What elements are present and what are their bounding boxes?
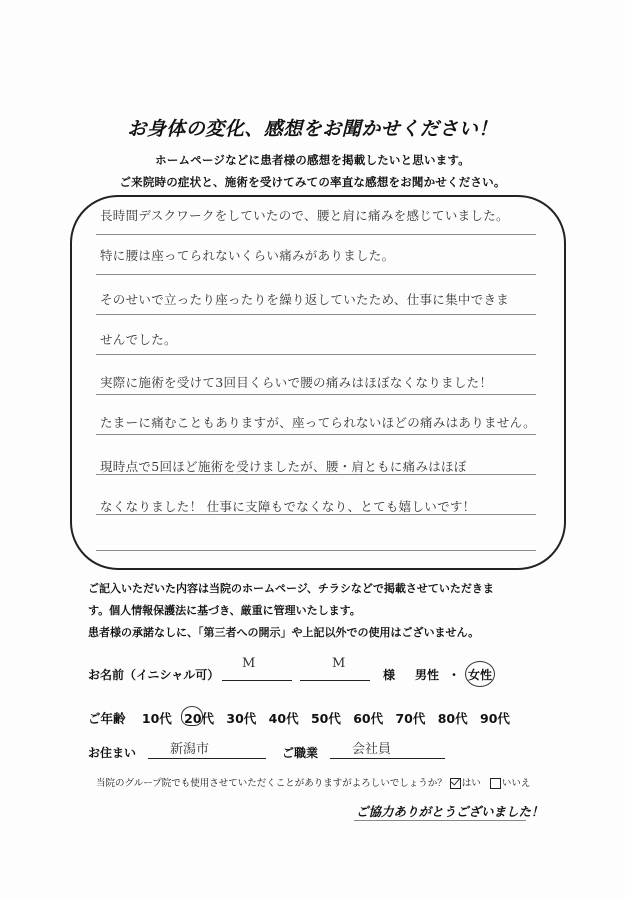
testimonial-line: 現時点で5回ほど施術を受けましたが、腰・肩ともに痛みはほぼ (100, 459, 467, 474)
age-option-10s[interactable]: 10代 (141, 711, 172, 726)
consent-yes-checkbox[interactable] (450, 778, 461, 789)
age-option-60s[interactable]: 60代 (353, 711, 384, 726)
testimonial-line: たまーに痛むこともありますが、座ってられないほどの痛みはありません。 (100, 415, 536, 430)
ruled-line (96, 394, 536, 395)
gender-separator: ・ (448, 668, 461, 682)
intro-line-1: ホームページなどに患者様の感想を掲載したいと思います。 (155, 153, 470, 167)
testimonial-line: 特に腰は座ってられないくらい痛みがありました。 (100, 248, 395, 263)
age-option-30s[interactable]: 30代 (226, 711, 257, 726)
age-option-80s[interactable]: 80代 (437, 711, 468, 726)
age-option-40s[interactable]: 40代 (268, 711, 299, 726)
testimonial-line: そのせいで立ったり座ったりを繰り返していたため、仕事に集中できま (100, 292, 510, 307)
testimonial-line: なくなりました！ 仕事に支障もでなくなり、とても嬉しいです！ (100, 499, 476, 514)
gender-male-option[interactable]: 男性 (415, 668, 440, 682)
thanks-underline (354, 820, 526, 821)
name-initial-last[interactable]: M (332, 656, 346, 671)
gender-selection-circle (465, 661, 495, 687)
age-option-90s[interactable]: 90代 (480, 711, 510, 726)
occupation-underline (330, 758, 445, 759)
notice-line-1: ご記入いただいた内容は当院のホームページ、チラシなどで掲載させていただきま (88, 582, 494, 595)
consent-row (96, 775, 530, 789)
age-option-20s[interactable]: 20代 (184, 711, 215, 726)
intro-line-2: ご来院時の症状と、施術を受けてみての率直な感想をお聞かせください。 (119, 175, 506, 189)
sama-label: 様 (383, 668, 396, 682)
ruled-line (96, 314, 536, 315)
occupation-value[interactable]: 会社員 (352, 742, 392, 757)
age-selection-mark (181, 706, 203, 726)
testimonial-line: 長時間デスクワークをしていたので、腰と肩に痛みを感じていました。 (100, 208, 509, 223)
residence-label: お住まい (88, 746, 137, 760)
testimonial-line: 実際に施術を受けて3回目くらいで腰の痛みはほぼなくなりました！ (100, 375, 493, 390)
residence-underline (148, 758, 266, 759)
gender-female-option[interactable]: 女性 (468, 668, 493, 682)
age-label: ご年齢 (88, 711, 126, 726)
page-title: お身体の変化、感想をお聞かせください！ (127, 118, 498, 140)
ruled-line (96, 354, 536, 355)
occupation-label: ご職業 (282, 746, 319, 760)
age-option-70s[interactable]: 70代 (395, 711, 426, 726)
consent-no-label: いいえ (501, 778, 531, 789)
ruled-line (96, 274, 536, 275)
testimonial-line: せんでした。 (100, 332, 177, 347)
consent-no-checkbox[interactable] (490, 778, 501, 789)
ruled-line (96, 434, 536, 435)
consent-yes-label: はい (461, 778, 481, 789)
age-row (88, 709, 518, 727)
thanks-message: ご協力ありがとうございました！ (356, 804, 544, 819)
residence-value[interactable]: 新潟市 (170, 742, 210, 757)
age-option-50s[interactable]: 50代 (310, 711, 341, 726)
name-underline-first (222, 680, 292, 681)
name-underline-last (300, 680, 370, 681)
ruled-line (96, 234, 536, 235)
notice-line-3: 患者様の承諾なしに、「第三者への開示」や上記以外での使用はございません。 (88, 626, 480, 639)
ruled-line (96, 550, 536, 551)
name-label: お名前（イニシャル可） (88, 668, 220, 682)
notice-line-2: す。個人情報保護法に基づき、厳重に管理いたします。 (88, 604, 361, 617)
consent-question: 当院のグループ院でも使用させていただくことがありますがよろしいでしょうか？ (96, 778, 447, 789)
name-initial-first[interactable]: M (242, 656, 256, 671)
